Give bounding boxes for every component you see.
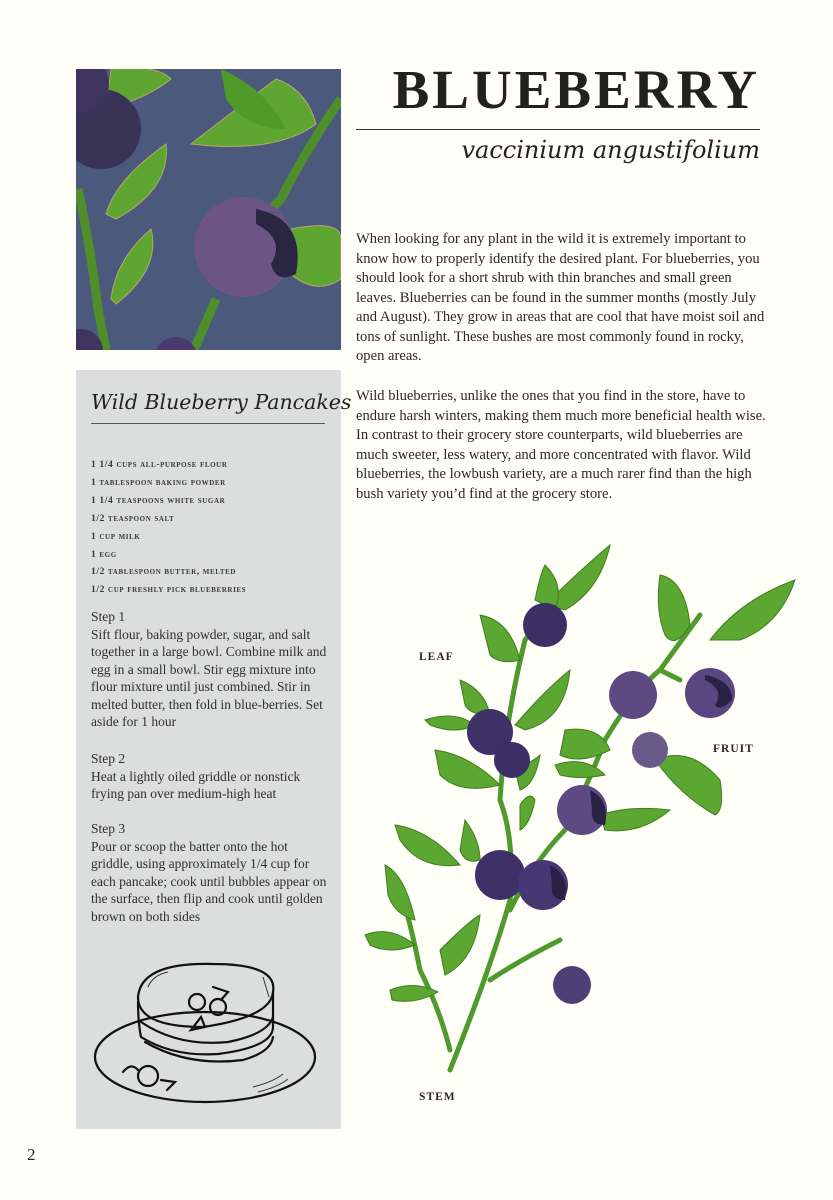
leaf [480,615,520,662]
leaf [710,580,795,640]
recipe-title: Wild Blueberry Pancakes [91,390,352,414]
lower-branch [490,940,560,980]
ingredient-item: 1/2 cup freshly pick blueberries [91,584,247,596]
blueberry-branch-illustration [76,69,341,350]
ingredient-item: 1 tablespoon baking powder [91,476,226,488]
leaf [435,750,500,788]
fruit-label: FRUIT [713,743,754,755]
step-text: Sift flour, baking powder, sugar, and salt together in a large bowl. Combine milk and egg in a small bowl. Stir egg mixture into flour mixture until just combined. Stir in melted butter, then fold in blue-berries. Set aside for 1 hour [91,626,327,729]
leaf [600,808,670,831]
ingredient-item: 1/2 tablespoon butter, melted [91,566,237,578]
berry [475,850,525,900]
leaf [460,820,480,861]
pancake-stack-sketch [93,942,323,1107]
leaf [395,825,460,866]
leaf [655,756,722,816]
recipe-step [91,608,331,731]
blueberry-botanical-illustration [360,540,810,1080]
step-text: Heat a lightly oiled griddle or nonstick frying pan over medium-high heat [91,768,301,801]
berry [523,603,567,647]
top-pancake [138,964,273,1027]
leaf [440,915,480,975]
intro-paragraph: When looking for any plant in the wild it is extremely important to know how to properly identify the desired plant. For blueberries, you should look for a short shrub with thin branches and small green leaves. Blueberries can be found in the summer months (mostly July and August). They grow in areas that are cool that have moist soil and tons of sunlight. These bushes are most commonly found in rocky, open areas. [356,231,765,364]
step-text: Pour or scoop the batter onto the hot griddle, using approximately 1/4 cup for each pancake; cook until bubbles appear on the surface, then flip and cook until golden brown on both sides [91,838,327,924]
berry [553,966,591,1004]
leaf [560,729,610,759]
recipe-title-divider [91,423,325,424]
leaf [515,670,570,730]
step-label: Step 2 [91,751,126,766]
ingredient-item: 1 1/4 cups all-purpose flour [91,459,228,470]
page-number: 2 [27,1145,36,1164]
page-title: BLUEBERRY [392,59,760,120]
berry [609,671,657,719]
latin-name: vaccinium angustifolium [461,136,760,164]
leaf [658,575,690,641]
recipe-panel [76,370,352,1129]
title-divider [356,129,760,130]
berry [632,732,668,768]
stem-label: STEM [419,1091,456,1103]
berry [494,742,530,778]
recipe-step [91,750,331,803]
leaf [365,932,415,950]
leaf [385,865,415,920]
ingredient-list [91,456,246,599]
ingredient-item: 1/2 teaspoon salt [91,512,175,524]
recipe-step [91,820,331,925]
ingredient-item: 1 cup milk [91,530,141,542]
hero-blueberry-image [76,69,341,350]
wild-vs-store-paragraph: Wild blueberries, unlike the ones that you find in the store, have to endure harsh winters, making them much more beneficial health wise. In contrast to their grocery store counterparts, wild blueberries are much sweeter, less watery, and more concentrated with flavor. Wild blueberries, the lowbush variety, are a much rarer find than the high bush variety you’d find at the grocery store. [356,388,766,502]
ingredient-item: 1 1/4 teaspoons white sugar [91,494,226,506]
step-label: Step 1 [91,609,126,624]
leaf-label: LEAF [419,651,454,663]
step-label: Step 3 [91,821,126,836]
ingredient-item: 1 egg [91,548,117,560]
leaf [520,796,535,830]
